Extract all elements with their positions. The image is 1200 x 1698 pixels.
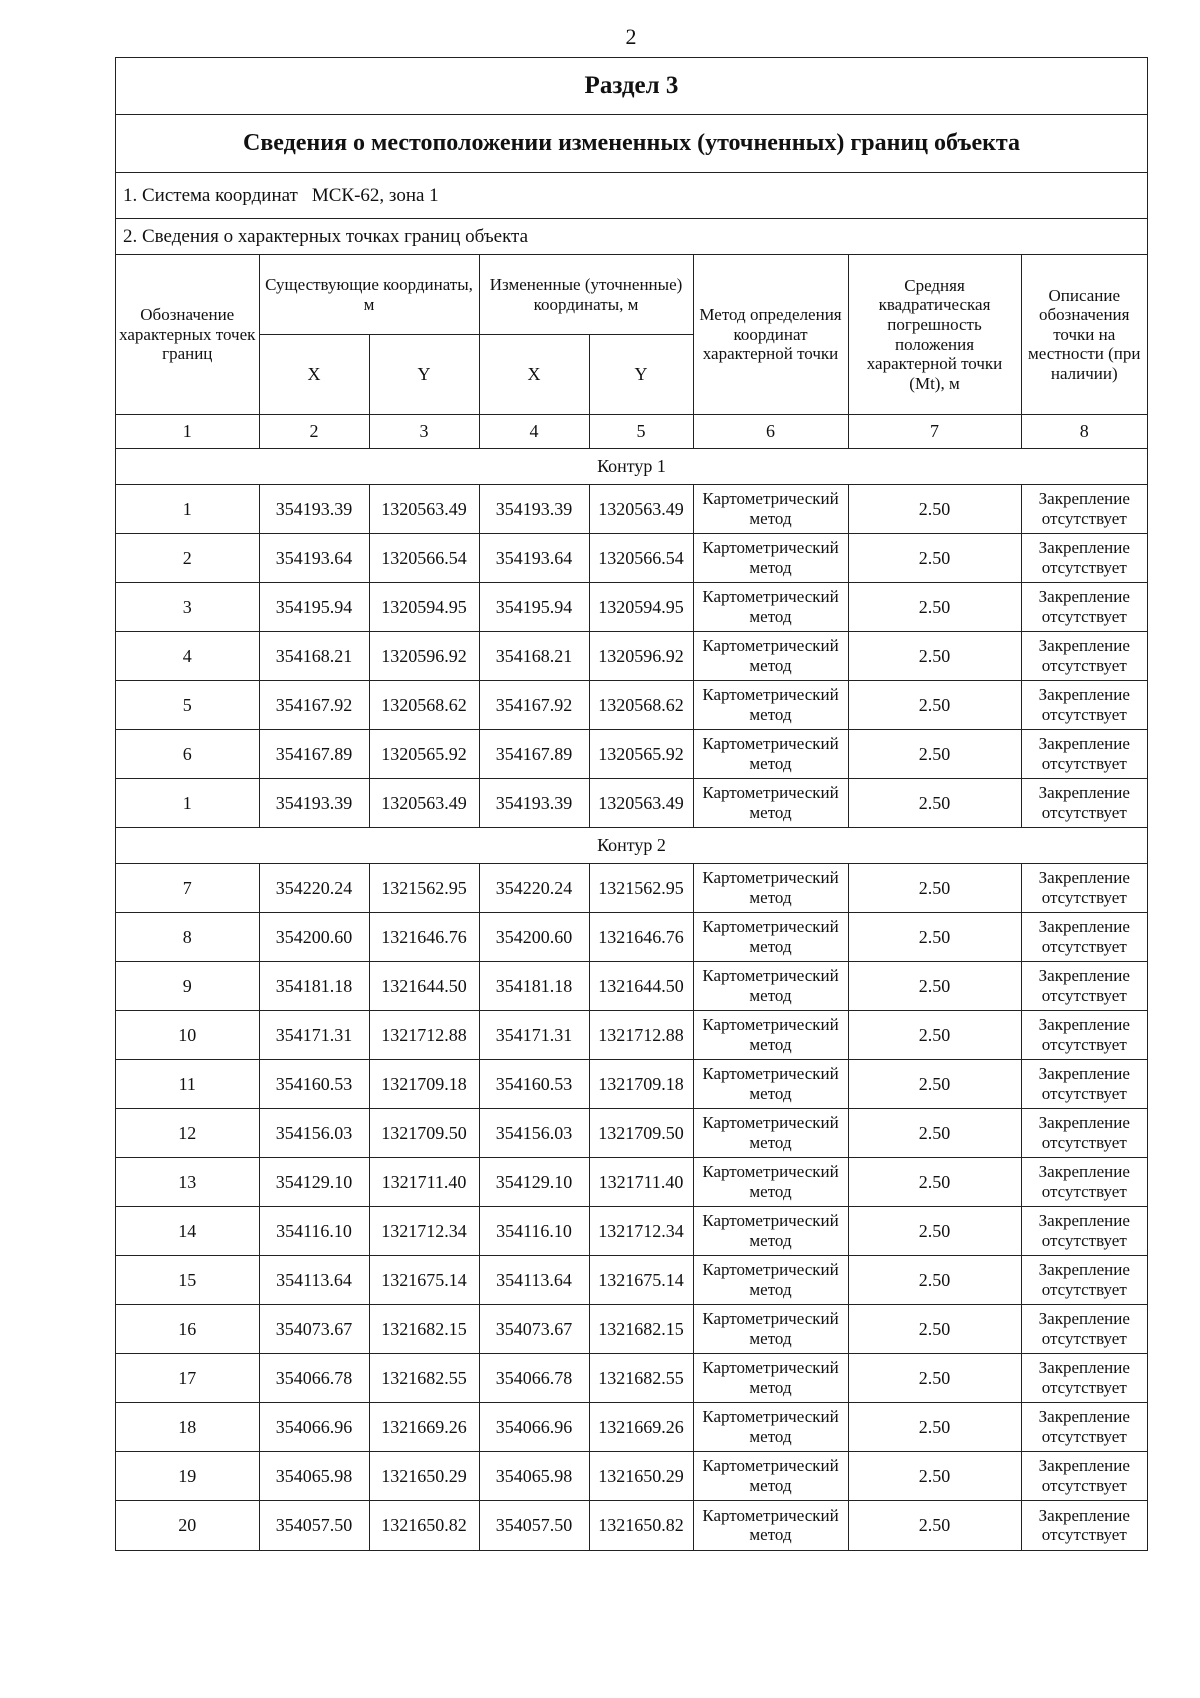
changed-x-cell: 354168.21: [479, 632, 589, 681]
existing-x-cell: 354171.31: [259, 1011, 369, 1060]
changed-x-cell: 354116.10: [479, 1207, 589, 1256]
existing-y-cell: 1321675.14: [369, 1256, 479, 1305]
contour-title: Контур 2: [116, 828, 1147, 864]
column-number: 7: [848, 415, 1021, 449]
header-changed-x: X: [479, 335, 589, 415]
section-title: Раздел 3: [116, 58, 1147, 115]
changed-x-cell: 354200.60: [479, 913, 589, 962]
existing-x-cell: 354167.92: [259, 681, 369, 730]
table-row: [116, 730, 1147, 779]
header-changed-y: Y: [589, 335, 693, 415]
method-cell: Картометрический метод: [693, 864, 848, 913]
section-subtitle: Сведения о местоположении измененных (уточненных) границ объекта: [116, 115, 1147, 173]
existing-x-cell: 354066.78: [259, 1354, 369, 1403]
changed-x-cell: 354193.39: [479, 485, 589, 534]
existing-y-cell: 1321682.55: [369, 1354, 479, 1403]
method-cell: Картометрический метод: [693, 1109, 848, 1158]
contour-title: Контур 1: [116, 449, 1147, 485]
existing-x-cell: 354066.96: [259, 1403, 369, 1452]
header-existing-x: X: [259, 335, 369, 415]
point-number-cell: 1: [116, 485, 259, 534]
changed-x-cell: 354066.96: [479, 1403, 589, 1452]
table-row: [116, 1256, 1147, 1305]
header-method: Метод определения координат характерной точки: [693, 255, 848, 415]
existing-x-cell: 354057.50: [259, 1501, 369, 1550]
existing-x-cell: 354065.98: [259, 1452, 369, 1501]
changed-y-cell: 1321709.50: [589, 1109, 693, 1158]
description-cell: Закрепление отсутствует: [1021, 1452, 1147, 1501]
changed-y-cell: 1321682.55: [589, 1354, 693, 1403]
point-number-cell: 7: [116, 864, 259, 913]
description-cell: Закрепление отсутствует: [1021, 1403, 1147, 1452]
error-cell: 2.50: [848, 1452, 1021, 1501]
point-number-cell: 11: [116, 1060, 259, 1109]
existing-x-cell: 354181.18: [259, 962, 369, 1011]
changed-y-cell: 1321712.34: [589, 1207, 693, 1256]
column-number: 6: [693, 415, 848, 449]
existing-y-cell: 1320568.62: [369, 681, 479, 730]
error-cell: 2.50: [848, 1060, 1021, 1109]
point-number-cell: 4: [116, 632, 259, 681]
header-existing-coords: Существующие координаты, м: [259, 255, 479, 335]
point-number-cell: 9: [116, 962, 259, 1011]
point-number-cell: 5: [116, 681, 259, 730]
existing-y-cell: 1321562.95: [369, 864, 479, 913]
method-cell: Картометрический метод: [693, 1207, 848, 1256]
changed-x-cell: 354195.94: [479, 583, 589, 632]
changed-x-cell: 354167.89: [479, 730, 589, 779]
point-number-cell: 10: [116, 1011, 259, 1060]
method-cell: Картометрический метод: [693, 913, 848, 962]
changed-y-cell: 1321646.76: [589, 913, 693, 962]
changed-y-cell: 1320563.49: [589, 485, 693, 534]
point-number-cell: 2: [116, 534, 259, 583]
point-number-cell: 17: [116, 1354, 259, 1403]
description-cell: Закрепление отсутствует: [1021, 730, 1147, 779]
existing-x-cell: 354073.67: [259, 1305, 369, 1354]
existing-y-cell: 1321646.76: [369, 913, 479, 962]
existing-x-cell: 354116.10: [259, 1207, 369, 1256]
column-number: 1: [116, 415, 259, 449]
changed-y-cell: 1321644.50: [589, 962, 693, 1011]
existing-x-cell: 354193.39: [259, 779, 369, 828]
method-cell: Картометрический метод: [693, 1501, 848, 1550]
changed-y-cell: 1321711.40: [589, 1158, 693, 1207]
existing-x-cell: 354193.64: [259, 534, 369, 583]
description-cell: Закрепление отсутствует: [1021, 913, 1147, 962]
method-cell: Картометрический метод: [693, 1256, 848, 1305]
coord-system-line: [116, 173, 1147, 219]
point-number-cell: 8: [116, 913, 259, 962]
table-row: [116, 1011, 1147, 1060]
point-number-cell: 16: [116, 1305, 259, 1354]
column-number-row: [116, 415, 1147, 449]
column-number: 3: [369, 415, 479, 449]
header-existing-y: Y: [369, 335, 479, 415]
header-error: Средняя квадратическая погрешность положения характерной точки (Mt), м: [848, 255, 1021, 415]
changed-y-cell: 1320566.54: [589, 534, 693, 583]
error-cell: 2.50: [848, 1011, 1021, 1060]
error-cell: 2.50: [848, 1501, 1021, 1550]
error-cell: 2.50: [848, 1305, 1021, 1354]
existing-y-cell: 1321650.29: [369, 1452, 479, 1501]
description-cell: Закрепление отсутствует: [1021, 1011, 1147, 1060]
error-cell: 2.50: [848, 583, 1021, 632]
error-cell: 2.50: [848, 1256, 1021, 1305]
description-cell: Закрепление отсутствует: [1021, 1305, 1147, 1354]
changed-x-cell: 354156.03: [479, 1109, 589, 1158]
points-info-label: 2. Сведения о характерных точках границ объекта: [123, 225, 529, 247]
method-cell: Картометрический метод: [693, 1158, 848, 1207]
header-changed-coords: Измененные (уточненные) координаты, м: [479, 255, 693, 335]
point-number-cell: 3: [116, 583, 259, 632]
description-cell: Закрепление отсутствует: [1021, 1158, 1147, 1207]
description-cell: Закрепление отсутствует: [1021, 1207, 1147, 1256]
existing-y-cell: 1320565.92: [369, 730, 479, 779]
contour-header-row: [116, 828, 1147, 864]
point-number-cell: 14: [116, 1207, 259, 1256]
table-row: [116, 1403, 1147, 1452]
table-row: [116, 913, 1147, 962]
table-row: [116, 1452, 1147, 1501]
column-number: 4: [479, 415, 589, 449]
changed-x-cell: 354129.10: [479, 1158, 589, 1207]
error-cell: 2.50: [848, 534, 1021, 583]
points-info-line: [116, 219, 1147, 254]
existing-y-cell: 1321709.18: [369, 1060, 479, 1109]
existing-y-cell: 1320566.54: [369, 534, 479, 583]
existing-x-cell: 354113.64: [259, 1256, 369, 1305]
existing-x-cell: 354160.53: [259, 1060, 369, 1109]
header-row-1: [116, 255, 1147, 335]
existing-y-cell: 1321712.88: [369, 1011, 479, 1060]
changed-y-cell: 1321669.26: [589, 1403, 693, 1452]
error-cell: 2.50: [848, 1207, 1021, 1256]
method-cell: Картометрический метод: [693, 1060, 848, 1109]
header-description: Описание обозначения точки на местности (при наличии): [1021, 255, 1147, 415]
table-row: [116, 779, 1147, 828]
existing-y-cell: 1320563.49: [369, 779, 479, 828]
error-cell: 2.50: [848, 632, 1021, 681]
existing-x-cell: 354200.60: [259, 913, 369, 962]
description-cell: Закрепление отсутствует: [1021, 962, 1147, 1011]
existing-x-cell: 354195.94: [259, 583, 369, 632]
header-point-designation: Обозначение характерных точек границ: [116, 255, 259, 415]
method-cell: Картометрический метод: [693, 1403, 848, 1452]
coordinates-table: [116, 254, 1147, 1550]
description-cell: Закрепление отсутствует: [1021, 632, 1147, 681]
point-number-cell: 13: [116, 1158, 259, 1207]
error-cell: 2.50: [848, 913, 1021, 962]
method-cell: Картометрический метод: [693, 730, 848, 779]
existing-x-cell: 354167.89: [259, 730, 369, 779]
existing-y-cell: 1320596.92: [369, 632, 479, 681]
point-number-cell: 12: [116, 1109, 259, 1158]
changed-y-cell: 1321562.95: [589, 864, 693, 913]
table-row: [116, 1060, 1147, 1109]
description-cell: Закрепление отсутствует: [1021, 1109, 1147, 1158]
existing-y-cell: 1321711.40: [369, 1158, 479, 1207]
changed-x-cell: 354193.39: [479, 779, 589, 828]
boundary-document: [115, 57, 1148, 1551]
error-cell: 2.50: [848, 1354, 1021, 1403]
method-cell: Картометрический метод: [693, 534, 848, 583]
method-cell: Картометрический метод: [693, 962, 848, 1011]
changed-x-cell: 354193.64: [479, 534, 589, 583]
description-cell: Закрепление отсутствует: [1021, 534, 1147, 583]
coord-system-value: МСК-62, зона 1: [311, 184, 439, 206]
method-cell: Картометрический метод: [693, 1354, 848, 1403]
error-cell: 2.50: [848, 681, 1021, 730]
table-row: [116, 1501, 1147, 1550]
description-cell: Закрепление отсутствует: [1021, 1354, 1147, 1403]
point-number-cell: 1: [116, 779, 259, 828]
point-number-cell: 20: [116, 1501, 259, 1550]
description-cell: Закрепление отсутствует: [1021, 583, 1147, 632]
description-cell: Закрепление отсутствует: [1021, 1256, 1147, 1305]
changed-x-cell: 354065.98: [479, 1452, 589, 1501]
point-number-cell: 18: [116, 1403, 259, 1452]
method-cell: Картометрический метод: [693, 1011, 848, 1060]
table-row: [116, 583, 1147, 632]
description-cell: Закрепление отсутствует: [1021, 1501, 1147, 1550]
changed-y-cell: 1321709.18: [589, 1060, 693, 1109]
table-row: [116, 1158, 1147, 1207]
error-cell: 2.50: [848, 1109, 1021, 1158]
existing-y-cell: 1320594.95: [369, 583, 479, 632]
point-number-cell: 19: [116, 1452, 259, 1501]
changed-x-cell: 354073.67: [479, 1305, 589, 1354]
table-row: [116, 681, 1147, 730]
changed-y-cell: 1321650.29: [589, 1452, 693, 1501]
error-cell: 2.50: [848, 779, 1021, 828]
table-row: [116, 1109, 1147, 1158]
description-cell: Закрепление отсутствует: [1021, 864, 1147, 913]
method-cell: Картометрический метод: [693, 583, 848, 632]
changed-y-cell: 1321675.14: [589, 1256, 693, 1305]
changed-x-cell: 354181.18: [479, 962, 589, 1011]
point-number-cell: 15: [116, 1256, 259, 1305]
existing-x-cell: 354156.03: [259, 1109, 369, 1158]
description-cell: Закрепление отсутствует: [1021, 681, 1147, 730]
existing-x-cell: 354129.10: [259, 1158, 369, 1207]
table-row: [116, 632, 1147, 681]
existing-x-cell: 354220.24: [259, 864, 369, 913]
changed-y-cell: 1321712.88: [589, 1011, 693, 1060]
changed-y-cell: 1321650.82: [589, 1501, 693, 1550]
error-cell: 2.50: [848, 1158, 1021, 1207]
error-cell: 2.50: [848, 864, 1021, 913]
column-number: 5: [589, 415, 693, 449]
existing-y-cell: 1320563.49: [369, 485, 479, 534]
table-row: [116, 962, 1147, 1011]
changed-x-cell: 354066.78: [479, 1354, 589, 1403]
method-cell: Картометрический метод: [693, 1452, 848, 1501]
column-number: 2: [259, 415, 369, 449]
table-row: [116, 1305, 1147, 1354]
page-number: 2: [625, 24, 637, 49]
changed-x-cell: 354160.53: [479, 1060, 589, 1109]
method-cell: Картометрический метод: [693, 632, 848, 681]
existing-y-cell: 1321712.34: [369, 1207, 479, 1256]
table-row: [116, 534, 1147, 583]
method-cell: Картометрический метод: [693, 485, 848, 534]
method-cell: Картометрический метод: [693, 779, 848, 828]
existing-x-cell: 354193.39: [259, 485, 369, 534]
error-cell: 2.50: [848, 962, 1021, 1011]
error-cell: 2.50: [848, 485, 1021, 534]
column-number: 8: [1021, 415, 1147, 449]
table-row: [116, 864, 1147, 913]
existing-y-cell: 1321709.50: [369, 1109, 479, 1158]
changed-y-cell: 1320596.92: [589, 632, 693, 681]
changed-x-cell: 354113.64: [479, 1256, 589, 1305]
error-cell: 2.50: [848, 730, 1021, 779]
existing-y-cell: 1321644.50: [369, 962, 479, 1011]
changed-y-cell: 1320568.62: [589, 681, 693, 730]
existing-y-cell: 1321650.82: [369, 1501, 479, 1550]
changed-x-cell: 354220.24: [479, 864, 589, 913]
changed-x-cell: 354057.50: [479, 1501, 589, 1550]
description-cell: Закрепление отсутствует: [1021, 485, 1147, 534]
method-cell: Картометрический метод: [693, 681, 848, 730]
contour-header-row: [116, 449, 1147, 485]
changed-y-cell: 1321682.15: [589, 1305, 693, 1354]
changed-x-cell: 354171.31: [479, 1011, 589, 1060]
error-cell: 2.50: [848, 1403, 1021, 1452]
existing-x-cell: 354168.21: [259, 632, 369, 681]
table-row: [116, 1354, 1147, 1403]
existing-y-cell: 1321669.26: [369, 1403, 479, 1452]
existing-y-cell: 1321682.15: [369, 1305, 479, 1354]
description-cell: Закрепление отсутствует: [1021, 779, 1147, 828]
table-row: [116, 485, 1147, 534]
changed-y-cell: 1320565.92: [589, 730, 693, 779]
changed-x-cell: 354167.92: [479, 681, 589, 730]
changed-y-cell: 1320594.95: [589, 583, 693, 632]
changed-y-cell: 1320563.49: [589, 779, 693, 828]
method-cell: Картометрический метод: [693, 1305, 848, 1354]
table-row: [116, 1207, 1147, 1256]
description-cell: Закрепление отсутствует: [1021, 1060, 1147, 1109]
point-number-cell: 6: [116, 730, 259, 779]
coord-system-label: 1. Система координат: [123, 184, 298, 206]
